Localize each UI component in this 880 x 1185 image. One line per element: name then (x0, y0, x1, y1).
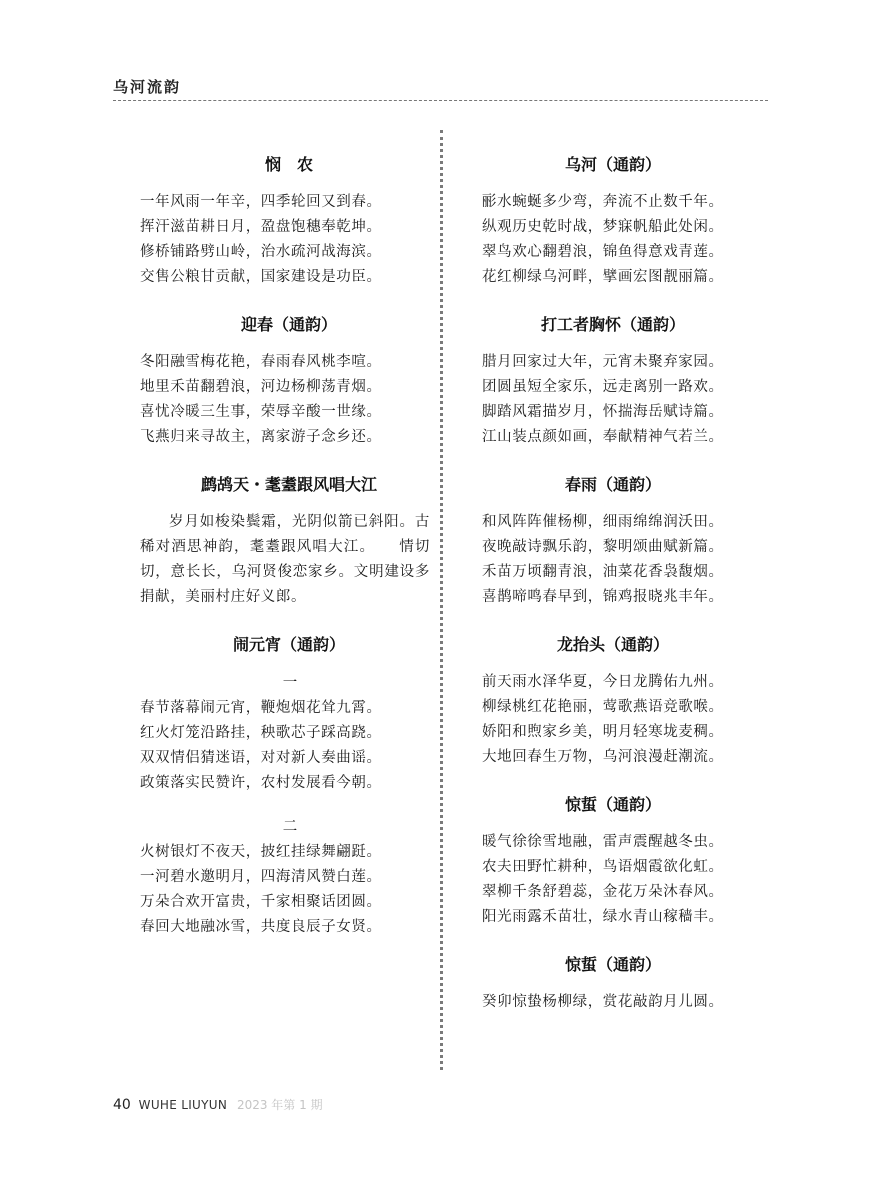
poem-line: 万朵合欢开富贵，千家相聚话团圆。 (140, 894, 382, 910)
poem-line: 和风阵阵催杨柳，细雨绵绵润沃田。 (482, 514, 724, 530)
poem-line: 腊月回家过大年，元宵未聚弃家园。 (482, 354, 724, 370)
poem-line: 纵观历史乾时战，梦寐帆船此处闲。 (482, 219, 724, 235)
right-column (482, 150, 744, 1035)
poem-line: 红火灯笼沿路挂，秧歌芯子踩高跷。 (140, 725, 382, 741)
poem-title: 迎春（通韵） (240, 315, 337, 334)
poem-line: 禾苗万顷翻青浪，油菜花香袅馥烟。 (482, 564, 724, 580)
poem-title: 悯 农 (264, 155, 313, 174)
poem-jingzhe-2 (482, 950, 744, 1015)
page-number: 40 (113, 1097, 131, 1113)
running-header-title: 乌河流韵 (113, 78, 182, 96)
left-column (140, 150, 430, 960)
poem-title: 打工者胸怀（通韵） (540, 315, 685, 334)
poem-line: 地里禾苗翻碧浪，河边杨柳荡青烟。 (140, 379, 382, 395)
poem-prose: 岁月如梭染鬓霜，光阴似箭已斜阳。古稀对酒思神韵，耄耋跟风唱大江。 情切切，意长长，乌河贤俊恋家乡。文明建设多捐献，美丽村庄好义郎。 (140, 514, 430, 605)
poem-line: 挥汗滋苗耕日月，盈盘饱穗奉乾坤。 (140, 219, 382, 235)
poem-line: 江山装点颜如画，奉献精神气若兰。 (482, 429, 724, 445)
poem-line: 团圆虽短全家乐，远走离别一路欢。 (482, 379, 724, 395)
poem-line: 一河碧水邀明月，四海清风赞白莲。 (140, 869, 382, 885)
poem-line: 冬阳融雪梅花艳，春雨春风桃李喧。 (140, 354, 382, 370)
poem-longtaitou (482, 630, 744, 770)
poem-line: 喜鹊啼鸣春早到，锦鸡报晓兆丰年。 (482, 589, 724, 605)
poem-line: 阳光雨露禾苗壮，绿水青山稼穑丰。 (482, 909, 724, 925)
poem-line: 交售公粮甘贡献，国家建设是功臣。 (140, 269, 382, 285)
poem-line: 癸卯惊蛰杨柳绿，赏花敲韵月儿圆。 (482, 994, 724, 1010)
part-number: 一 (282, 675, 298, 691)
column-divider (440, 130, 443, 1070)
issue-label: 2023 年第 1 期 (236, 1098, 323, 1112)
poem-line: 双双情侣猜迷语，对对新人奏曲谣。 (140, 750, 382, 766)
poem-wuhe (482, 150, 744, 290)
header-rule (113, 100, 768, 101)
journal-name: WUHE LIUYUN (138, 1098, 228, 1112)
poem-title: 闹元宵（通韵） (232, 635, 345, 654)
poem-chunyu (482, 470, 744, 610)
poem-zhegutian (140, 470, 430, 610)
poem-title: 鹧鸪天・耄耋跟风唱大江 (200, 475, 377, 494)
poem-line: 修桥铺路劈山岭，治水疏河战海滨。 (140, 244, 382, 260)
poem-line: 脚踏风霜描岁月，怀揣海岳赋诗篇。 (482, 404, 724, 420)
poem-line: 喜忧冷暖三生事，荣辱辛酸一世缘。 (140, 404, 382, 420)
poem-line: 翠柳千条舒碧蕊，金花万朵沐春风。 (482, 884, 724, 900)
part-number: 二 (282, 819, 298, 835)
poem-line: 一年风雨一年辛，四季轮回又到春。 (140, 194, 382, 210)
poem-title: 惊蜇（通韵） (564, 795, 661, 814)
poem-title: 龙抬头（通韵） (556, 635, 669, 654)
poem-title: 乌河（通韵） (564, 155, 661, 174)
poem-line: 农夫田野忙耕种，鸟语烟霞欲化虹。 (482, 859, 724, 875)
poem-title: 春雨（通韵） (564, 475, 661, 494)
page-footer (113, 1096, 323, 1113)
poem-line: 飞燕归来寻故主，离家游子念乡还。 (140, 429, 382, 445)
poem-line: 春节落幕闹元宵，鞭炮烟花耸九霄。 (140, 700, 382, 716)
poem-line: 柳绿桃红花艳丽，莺歌燕语竞歌喉。 (482, 699, 724, 715)
poem-jingzhe-1 (482, 790, 744, 930)
poem-line: 花红柳绿乌河畔，擘画宏图靓丽篇。 (482, 269, 724, 285)
poem-minnong (140, 150, 430, 290)
poem-line: 火树银灯不夜天，披红挂绿舞翩跹。 (140, 844, 382, 860)
poem-line: 娇阳和煦家乡美，明月轻寒垅麦稠。 (482, 724, 724, 740)
poem-yingchun (140, 310, 430, 450)
poem-line: 彨水蜿蜒多少弯，奔流不止数千年。 (482, 194, 724, 210)
poem-line: 夜晚敲诗飘乐韵，黎明颂曲赋新篇。 (482, 539, 724, 555)
poem-line: 暖气徐徐雪地融，雷声震醒越冬虫。 (482, 834, 724, 850)
poem-dagongzhe (482, 310, 744, 450)
poem-line: 政策落实民赞许，农村发展看今朝。 (140, 775, 382, 791)
poem-line: 翠鸟欢心翻碧浪，锦鱼得意戏青莲。 (482, 244, 724, 260)
poem-naoyuanxiao (140, 630, 430, 940)
poem-line: 前天雨水泽华夏，今日龙腾佑九州。 (482, 674, 724, 690)
poem-line: 春回大地融冰雪，共度良辰子女贤。 (140, 919, 382, 935)
poem-line: 大地回春生万物，乌河浪漫赶潮流。 (482, 749, 724, 765)
poem-title: 惊蜇（通韵） (564, 955, 661, 974)
